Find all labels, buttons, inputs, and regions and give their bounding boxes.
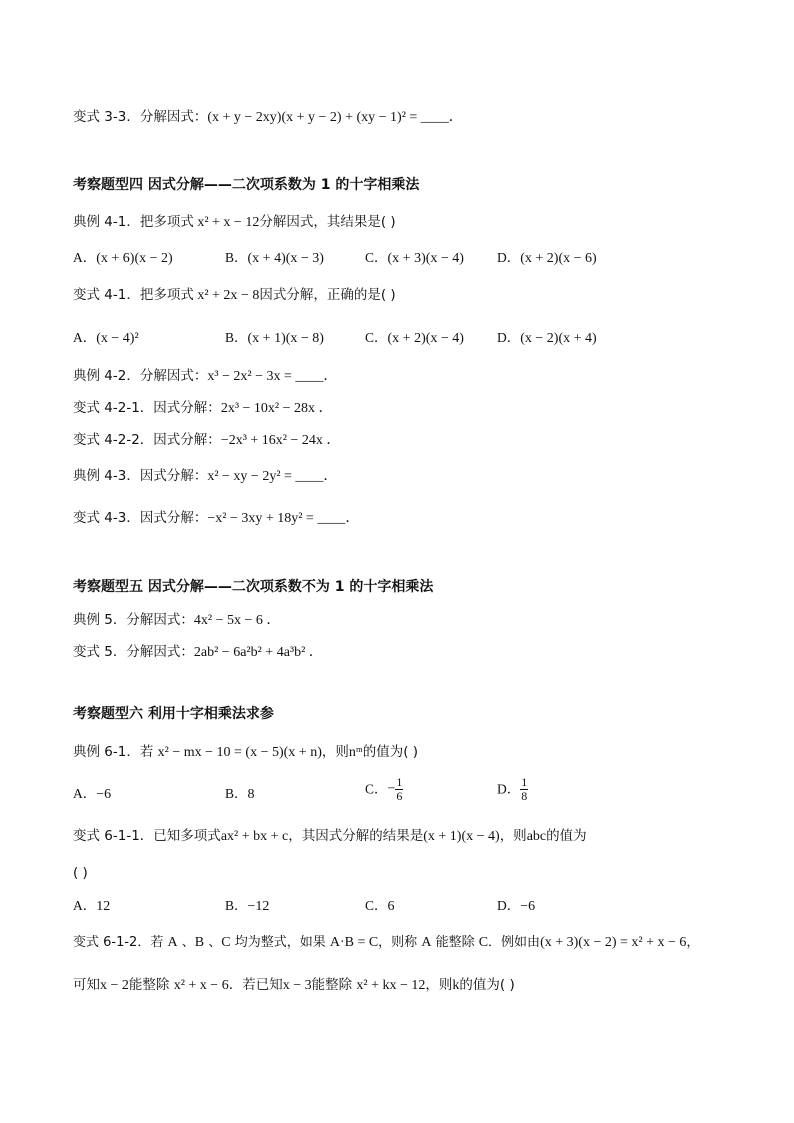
fraction: $\frac{1}{8}$	[521, 775, 528, 803]
math-expression: 2x³ − 10x² − 28x ．	[220, 401, 333, 416]
section-heading-6: 考察题型六 利用十字相乘法求参	[73, 706, 274, 722]
question-text: 因式分解，正确的是( )	[259, 287, 396, 303]
math-expression: −x² − 3xy + 18y² = ____．	[207, 511, 360, 526]
math-expression: x² + x − 12	[193, 215, 260, 230]
option-d[interactable]: D．(x + 2)(x − 6)	[497, 250, 597, 266]
question-label: 变式 4-1．把多项式	[73, 287, 194, 303]
question-label: 变式 4-2-1．因式分解：	[73, 400, 221, 416]
question-label: 变式 5．分解因式：	[73, 644, 194, 660]
math-expression: 2ab² − 6a²b² + 4a³b² ．	[193, 645, 323, 660]
option-d[interactable]: D． $\frac{1}{8}$	[497, 775, 528, 803]
math-expression: x³ − 2x² − 3x = ____．	[207, 369, 338, 384]
example-4-2	[73, 367, 337, 386]
question-label: 典例 4-1．把多项式	[73, 214, 194, 230]
math-expression: abc	[526, 829, 547, 844]
question-label: 变式 4-2-2．因式分解：	[73, 432, 221, 448]
example-5	[73, 611, 280, 630]
math-expression: x² − xy − 2y² = ____．	[207, 469, 338, 484]
option-d[interactable]: D．(x − 2)(x + 4)	[497, 330, 597, 346]
option-c[interactable]: C．− $\frac{1}{6}$	[365, 775, 403, 803]
option-a[interactable]: A．(x − 4)²	[73, 330, 139, 346]
question-label: 变式 6-1-2．若	[73, 935, 168, 950]
variant-6-1-1: 变式 6-1-1．已知多项式ax² + bx + c，其因式分解的结果是(x + 1)(x − 4)，则abc的值为	[73, 828, 587, 844]
math-expression: 4x² − 5x − 6 ．	[193, 613, 281, 628]
variant-3-3	[73, 108, 463, 127]
math-expression: −2x³ + 16x² − 24x ．	[220, 433, 341, 448]
section-heading-5: 考察题型五 因式分解——二次项系数不为 1 的十字相乘法	[73, 579, 434, 595]
variant-6-1-2-line-2: 可知x − 2能整除 x² + x − 6．若已知x − 3能整除 x² + kx − 12，则k的值为( )	[73, 977, 515, 993]
question-label: 变式 6-1-1．已知多项式	[73, 828, 221, 844]
variant-5	[73, 643, 323, 662]
question-label: 典例 4-2．分解因式：	[73, 368, 208, 384]
option-c[interactable]: C．6	[365, 898, 395, 914]
option-b[interactable]: B．8	[225, 786, 255, 802]
example-4-3	[73, 467, 337, 486]
math-expression: x² − mx − 10 = (x − 5)(x + n)	[157, 745, 322, 760]
variant-4-3	[73, 509, 359, 528]
variant-4-2-2	[73, 431, 340, 450]
math-expression: x² + 2x − 8	[193, 288, 260, 303]
answer-parentheses: ( )	[73, 865, 88, 881]
example-6-1: 典例 6-1．若 x² − mx − 10 = (x − 5)(x + n)，则nᵐ的值为( )	[73, 744, 419, 760]
question-label: 典例 5．分解因式：	[73, 612, 194, 628]
option-d[interactable]: D．−6	[497, 898, 536, 914]
option-c[interactable]: C．(x + 2)(x − 4)	[365, 330, 464, 346]
option-a[interactable]: A．(x + 6)(x − 2)	[73, 250, 173, 266]
option-c[interactable]: C．(x + 3)(x − 4)	[365, 250, 464, 266]
question-label: 典例 6-1．若	[73, 744, 158, 760]
fraction: $\frac{1}{6}$	[396, 775, 403, 803]
variant-4-1	[73, 286, 396, 305]
option-a[interactable]: A．12	[73, 898, 111, 914]
math-expression: (x + y − 2xy)(x + y − 2) + (xy − 1)² = ____．	[207, 110, 463, 125]
question-label: 变式 3-3．分解因式：	[73, 109, 208, 125]
section-heading-4: 考察题型四 因式分解——二次项系数为 1 的十字相乘法	[73, 177, 420, 193]
option-b[interactable]: B．−12	[225, 898, 270, 914]
math-expression: ax² + bx + c	[220, 829, 289, 844]
question-label: 典例 4-3．因式分解：	[73, 468, 208, 484]
math-expression: (x + 3)(x − 2) = x² + x − 6	[540, 935, 687, 950]
question-text: 分解因式，其结果是( )	[259, 214, 396, 230]
math-expression: (x + 1)(x − 4)	[423, 829, 500, 844]
option-a[interactable]: A．−6	[73, 786, 112, 802]
option-b[interactable]: B．(x + 4)(x − 3)	[225, 250, 324, 266]
math-expression: nᵐ	[348, 745, 363, 760]
variant-6-1-2-line-1: 变式 6-1-2．若 A 、B 、C 均为整式，如果 A·B = C，则称 A 能整除 C．例如由(x + 3)(x − 2) = x² + x − 6，	[73, 935, 700, 950]
variant-4-2-1	[73, 399, 333, 418]
question-label: 变式 4-3．因式分解：	[73, 510, 208, 526]
option-b[interactable]: B．(x + 1)(x − 8)	[225, 330, 324, 346]
example-4-1	[73, 213, 396, 232]
